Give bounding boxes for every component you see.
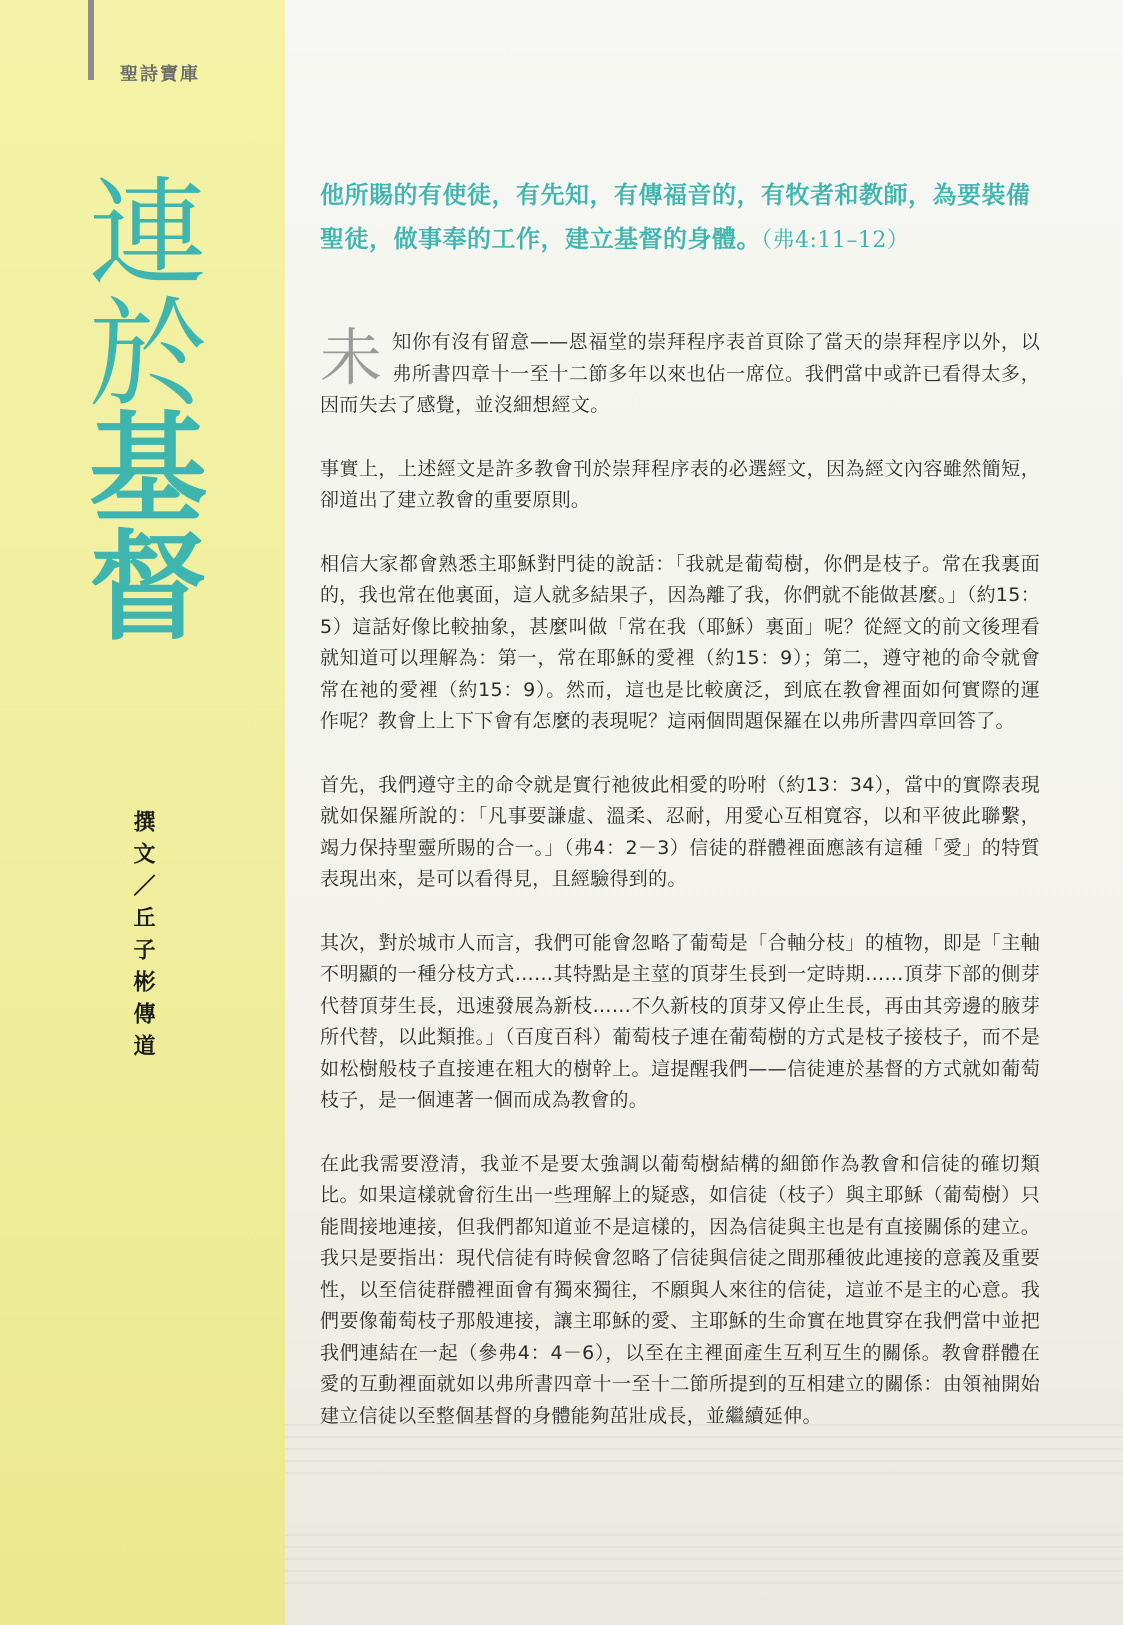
scripture-reference: （弗4:11–12） (761, 228, 910, 253)
scripture-text: 他所賜的有使徒，有先知，有傳福音的，有牧者和教師，為要裝備聖徒，做事奉的工作，建立基督的身體。 (320, 180, 1031, 253)
scripture-quote (320, 173, 1040, 263)
article-body (320, 321, 1040, 1464)
paragraph-1-text: 知你有沒有留意——恩福堂的崇拜程序表首頁除了當天的崇拜程序以外，以弗所書四章十一至十二節多年以來也佔一席位。我們當中或許已看得太多，因而失去了感覺，並沒細想經文。 (320, 331, 1040, 416)
paragraph-1 (320, 321, 1040, 422)
section-rule (88, 0, 94, 80)
section-label: 聖詩寶庫 (120, 64, 200, 85)
sidebar (0, 0, 285, 1625)
drop-cap: 未 (320, 321, 383, 394)
title-char-3: 基 (88, 400, 207, 538)
paragraph-6: 在此我需要澄清，我並不是要太強調以葡萄樹結構的細節作為教會和信徒的確切類比。如果這樣就會衍生出一些理解上的疑惑，如信徒（枝子）與主耶穌（葡萄樹）只能間接地連接，但我們都知道並不是這樣的，因為信徒與主也是有直接關係的建立。我只是要指出：現代信徒有時候會忽略了信徒與信徒之間那種彼此連接的意義及重要性，以至信徒群體裡面會有獨來獨往，不願與人來往的信徒，這並不是主的心意。我們要像葡萄枝子那般連接，讓主耶穌的愛、主耶穌的生命實在地貫穿在我們當中並把我們連結在一起（參弗4：4－6），以至在主裡面產生互利互生的關係。教會群體在愛的互動裡面就如以弗所書四章十一至十二節所提到的互相建立的關係：由領袖開始建立信徒以至整個基督的身體能夠茁壯成長，並繼續延伸。 (320, 1152, 1040, 1427)
title-char-4: 督 (88, 518, 207, 656)
title-char-1: 連 (88, 165, 207, 303)
paragraph-5: 其次，對於城市人而言，我們可能會忽略了葡萄是「合軸分枝」的植物，即是「主軸不明顯的一種分枝方式……其特點是主莖的頂芽生長到一定時期……頂芽下部的側芽代替頂芽生長，迅速發展為新枝……不久新枝的頂芽又停止生長，再由其旁邊的腋芽所代替，以此類推。」（百度百科）葡萄枝子連在葡萄樹的方式是枝子接枝子，而不是如松樹般枝子直接連在粗大的樹幹上。這提醒我們——信徒連於基督的方式就如葡萄枝子，是一個連著一個而成為教會的。 (320, 931, 1040, 1111)
paragraph-2: 事實上，上述經文是許多教會刊於崇拜程序表的必選經文，因為經文內容雖然簡短，卻道出了建立教會的重要原則。 (320, 457, 1040, 511)
author-byline: 撰文／丘子彬傳道 (130, 810, 155, 1066)
paragraph-3: 相信大家都會熟悉主耶穌對門徒的說話：「我就是葡萄樹，你們是枝子。常在我裏面的，我也常在他裏面，這人就多結果子，因為離了我，你們就不能做甚麼。」（約15：5）這話好像比較抽象，甚麼叫做「常在我（耶穌）裏面」呢？從經文的前文後理看就知道可以理解為：第一，常在耶穌的愛裡（約15：9）；第二，遵守祂的命令就會常在祂的愛裡（約15：9）。然而，這也是比較廣泛，到底在教會裡面如何實際的運作呢？教會上上下下會有怎麼的表現呢？這兩個問題保羅在以弗所書四章回答了。 (320, 552, 1040, 732)
title-char-2: 於 (88, 285, 207, 423)
paragraph-4: 首先，我們遵守主的命令就是實行祂彼此相愛的吩咐（約13：34），當中的實際表現就如保羅所說的：「凡事要謙虛、溫柔、忍耐，用愛心互相寬容，以和平彼此聯繫，竭力保持聖靈所賜的合一。」（弗4：2－3）信徒的群體裡面應該有這種「愛」的特質表現出來，是可以看得見，且經驗得到的。 (320, 773, 1040, 890)
